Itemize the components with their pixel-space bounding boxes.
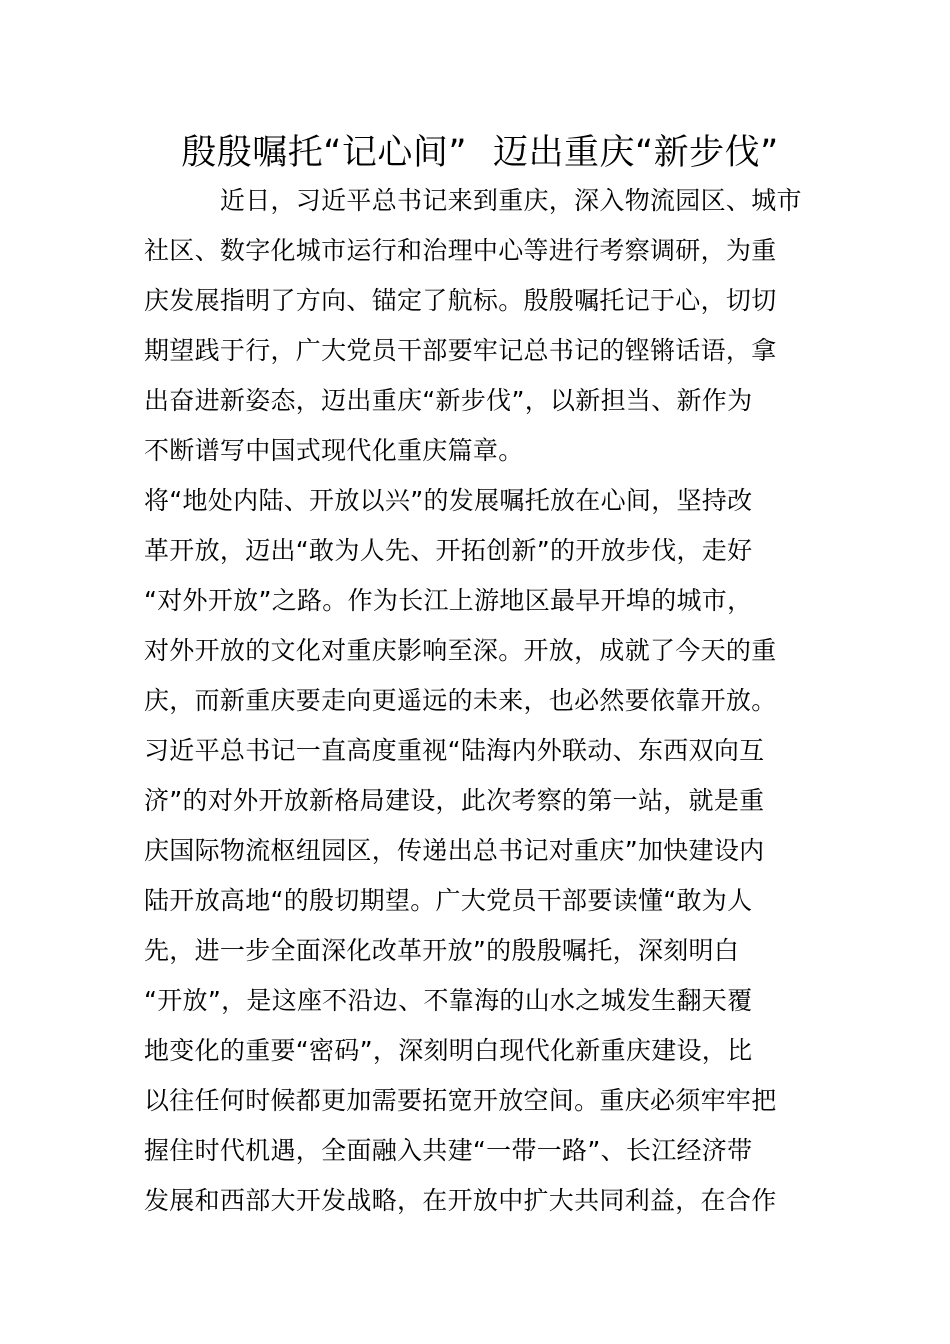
body-line: “开放”，是这座不沿边、不靠海的山水之城发生翻天覆 [144,986,753,1015]
body-line: 对外开放的文化对重庆影响至深。开放，成就了今天的重 [144,636,777,665]
body-line: 发展和西部大开发战略，在开放中扩大共同利益，在合作 [144,1186,777,1215]
body-line: 近日，习近平总书记来到重庆，深入物流园区、城市 [144,186,802,215]
title-part-1: 殷殷嘱托“记心间” [181,133,467,173]
body-line: 陆开放高地“的殷切期望。广大党员干部要读懂“敢为人 [144,886,753,915]
body-line: 将“地处内陆、开放以兴”的发展嘱托放在心间，坚持改 [144,486,753,515]
body-line: 以往任何时候都更加需要拓宽开放空间。重庆必须牢牢把 [144,1086,777,1115]
body-line: 不断谱写中国式现代化重庆篇章。 [144,436,524,465]
body-line: 地变化的重要“密码”，深刻明白现代化新重庆建设，比 [144,1036,753,1065]
body-line: “对外开放”之路。作为长江上游地区最早开埠的城市， [144,586,753,615]
body-line: 济”的对外开放新格局建设，此次考察的第一站，就是重 [144,786,765,815]
body-line: 先，进一步全面深化改革开放”的殷殷嘱托，深刻明白 [144,936,740,965]
body-line: 出奋进新姿态，迈出重庆“新步伐”，以新担当、新作为 [144,386,753,415]
body-line: 庆国际物流枢纽园区，传递出总书记对重庆”加快建设内 [144,836,765,865]
body-line: 庆，而新重庆要走向更遥远的未来，也必然要依靠开放。 [144,686,777,715]
document-title [140,126,820,180]
body-line: 社区、数字化城市运行和治理中心等进行考察调研，为重 [144,236,777,265]
title-part-2: 迈出重庆“新步伐” [493,133,779,173]
document-body [144,176,814,1226]
body-line: 期望践于行，广大党员干部要牢记总书记的铿锵话语，拿 [144,336,777,365]
body-line: 握住时代机遇，全面融入共建“一带一路”、长江经济带 [144,1136,753,1165]
body-line: 庆发展指明了方向、锚定了航标。殷殷嘱托记于心，切切 [144,286,777,315]
body-line: 革开放，迈出“敢为人先、开拓创新”的开放步伐，走好 [144,536,753,565]
body-line: 习近平总书记一直高度重视“陆海内外联动、东西双向互 [144,736,765,765]
